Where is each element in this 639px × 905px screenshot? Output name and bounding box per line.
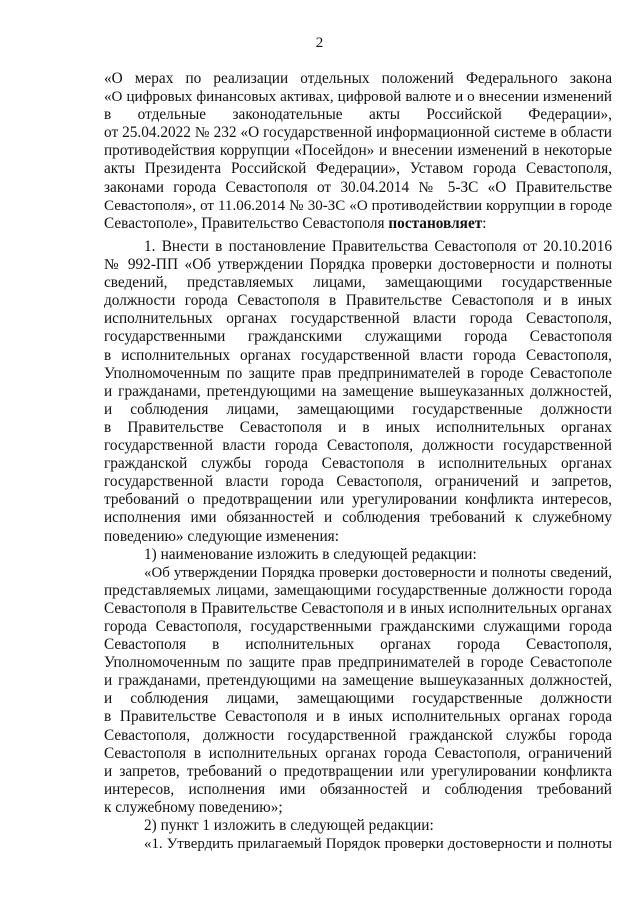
body-line: и гражданами, претендующими на замещение вышеуказанных должностей,	[104, 672, 612, 690]
body-line: исполнительных органах государственной власти города Севастополя,	[104, 310, 612, 328]
body-line: сведений, представляемых лицами, замещающими государственные	[104, 274, 612, 292]
body-line: Уполномоченным по защите прав предпринимателей в городе Севастополе	[104, 364, 612, 382]
body-line: должности города Севастополя в Правительстве Севастополя и в иных	[104, 292, 612, 310]
body-line: Севастополя в исполнительных органах города Севастополя,	[104, 636, 612, 654]
body-line: представляемых лицами, замещающими государственные должности города	[104, 581, 612, 599]
intro-line: «О цифровых финансовых активах, цифровой валюте и о внесении изменений	[104, 89, 612, 106]
body-line: государственной власти города Севастополя, ограничений и запретов,	[104, 473, 612, 491]
intro-last-line-text: Севастополе», Правительство Севастополя	[104, 214, 389, 232]
body-line: государственными гражданскими служащими города Севастополя	[104, 328, 612, 346]
intro-last-line-colon: :	[482, 214, 487, 232]
body-line: и запретов, требований о предотвращении или урегулировании конфликта	[104, 762, 612, 780]
body-line: интересов, исполнения ими обязанностей и соблюдения требований	[104, 780, 612, 798]
body-line: № 992-ПП «Об утверждении Порядка проверки достоверности и полноты	[104, 256, 612, 274]
intro-line: от 25.04.2022 № 232 «О государственной информационной системе в области	[104, 124, 612, 142]
body-line: города Севастополя, государственными гражданскими служащими города	[104, 617, 612, 635]
body-line: Севастополя, должности государственной гражданской службы города	[104, 726, 612, 744]
new-clause-1-line: «1. Утвердить прилагаемый Порядок проверки достоверности и полноты	[144, 836, 612, 853]
body-line: исполнения ими обязанностей и соблюдения требований к служебному	[104, 509, 612, 527]
intro-line: «О мерах по реализации отдельных положений Федерального закона	[104, 70, 612, 87]
intro-line: в отдельные законодательные акты Российской Федерации»,	[104, 106, 612, 124]
intro-paragraph	[104, 70, 612, 233]
body-line: и соблюдения лицами, замещающими государственные должности	[104, 400, 612, 418]
resolution-body	[104, 238, 612, 853]
body-line: в Правительстве Севастополя и в иных исполнительных органах	[104, 418, 612, 436]
body-line: в Правительстве Севастополя и в иных исполнительных органах города	[104, 708, 612, 726]
intro-last-line	[104, 215, 612, 233]
intro-line: Севастополя», от 11.06.2014 № 30-ЗС «О противодействии коррупции в городе	[104, 197, 612, 214]
subclause-1-line: 1) наименование изложить в следующей редакции:	[144, 545, 477, 563]
body-line: требований о предотвращении или урегулировании конфликта интересов,	[104, 491, 612, 509]
page-number: 2	[315, 35, 324, 51]
new-title-line: «Об утверждении Порядка проверки достоверности и полноты сведений,	[144, 564, 612, 581]
body-line: к служебному поведению»;	[104, 798, 283, 816]
resolution-keyword: постановляет	[388, 214, 483, 232]
body-line: Севастополя в Правительстве Севастополя и в иных исполнительных органах	[104, 599, 613, 617]
intro-line: противодействия коррупции «Посейдон» и внесении изменений в некоторые	[104, 142, 612, 160]
clause-1-line: 1. Внести в постановление Правительства Севастополя от 20.10.2016	[144, 238, 612, 255]
body-line: государственной власти города Севастополя, должности государственной	[104, 437, 612, 455]
body-line: гражданской службы города Севастополя в исполнительных органах	[104, 455, 612, 473]
body-line: в исполнительных органах государственной власти города Севастополя,	[104, 346, 612, 364]
body-line: поведению» следующие изменения:	[104, 527, 339, 545]
intro-line: законами города Севастополя от 30.04.2014 № 5-ЗС «О Правительстве	[104, 178, 612, 196]
subclause-2-line: 2) пункт 1 изложить в следующей редакции:	[144, 817, 434, 834]
intro-line: акты Президента Российской Федерации», Уставом города Севастополя,	[104, 160, 612, 178]
body-line: и гражданами, претендующими на замещение вышеуказанных должностей,	[104, 382, 612, 400]
body-line: и соблюдения лицами, замещающими государственные должности	[104, 690, 612, 708]
body-line: Севастополя в исполнительных органах города Севастополя, ограничений	[104, 744, 612, 762]
body-line: Уполномоченным по защите прав предпринимателей в городе Севастополе	[104, 654, 612, 672]
